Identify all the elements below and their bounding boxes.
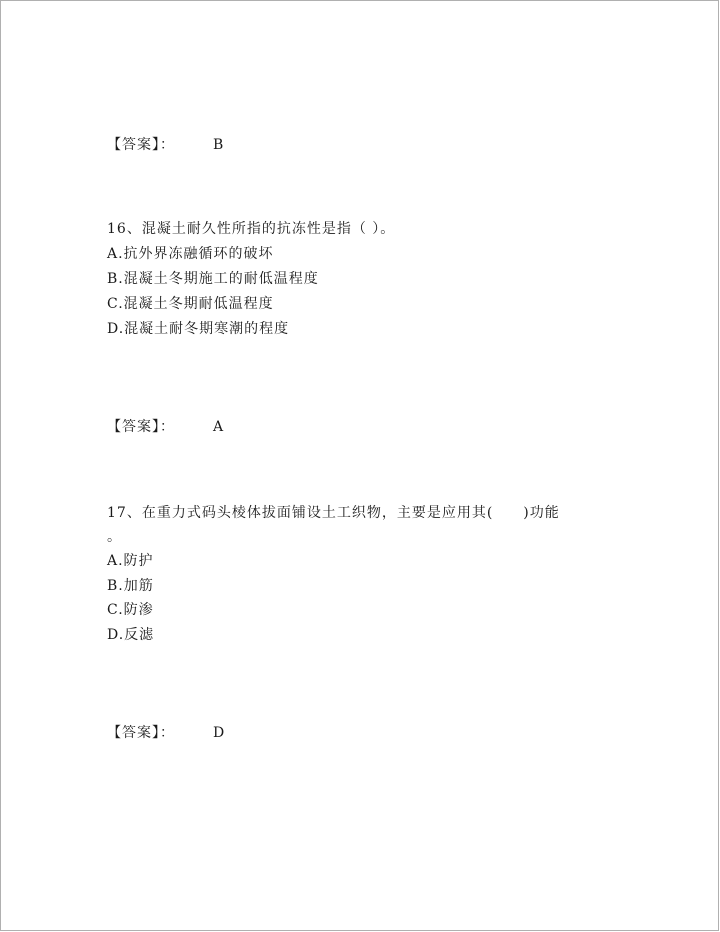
question-16-option-c: C.混凝土冬期耐低温程度 (107, 296, 274, 312)
answer-row-3 (107, 724, 225, 742)
question-17-option-b: B.加筋 (107, 578, 154, 594)
answer-value: A (213, 419, 224, 435)
question-16-option-a: A.抗外界冻融循环的破坏 (107, 246, 274, 262)
question-17-stem-line-1: 17、在重力式码头棱体拔面铺设土工织物，主要是应用其( )功能 (107, 505, 560, 521)
answer-value: B (213, 137, 224, 153)
question-16-option-d: D.混凝土耐冬期寒潮的程度 (107, 321, 290, 337)
question-16-stem: 16、混凝土耐久性所指的抗冻性是指（ ）。 (107, 221, 396, 237)
question-17-option-c: C.防渗 (107, 602, 154, 618)
question-17-option-a: A.防护 (107, 553, 154, 569)
question-17-stem-line-2: 。 (107, 529, 122, 545)
answer-label: 【答案】： (107, 137, 175, 153)
question-17-option-d: D.反滤 (107, 627, 155, 643)
answer-value: D (213, 725, 225, 741)
answer-row-1 (107, 136, 224, 154)
answer-label: 【答案】： (107, 419, 175, 435)
answer-label: 【答案】： (107, 725, 175, 741)
question-16-option-b: B.混凝土冬期施工的耐低温程度 (107, 271, 319, 287)
answer-row-2 (107, 418, 224, 436)
